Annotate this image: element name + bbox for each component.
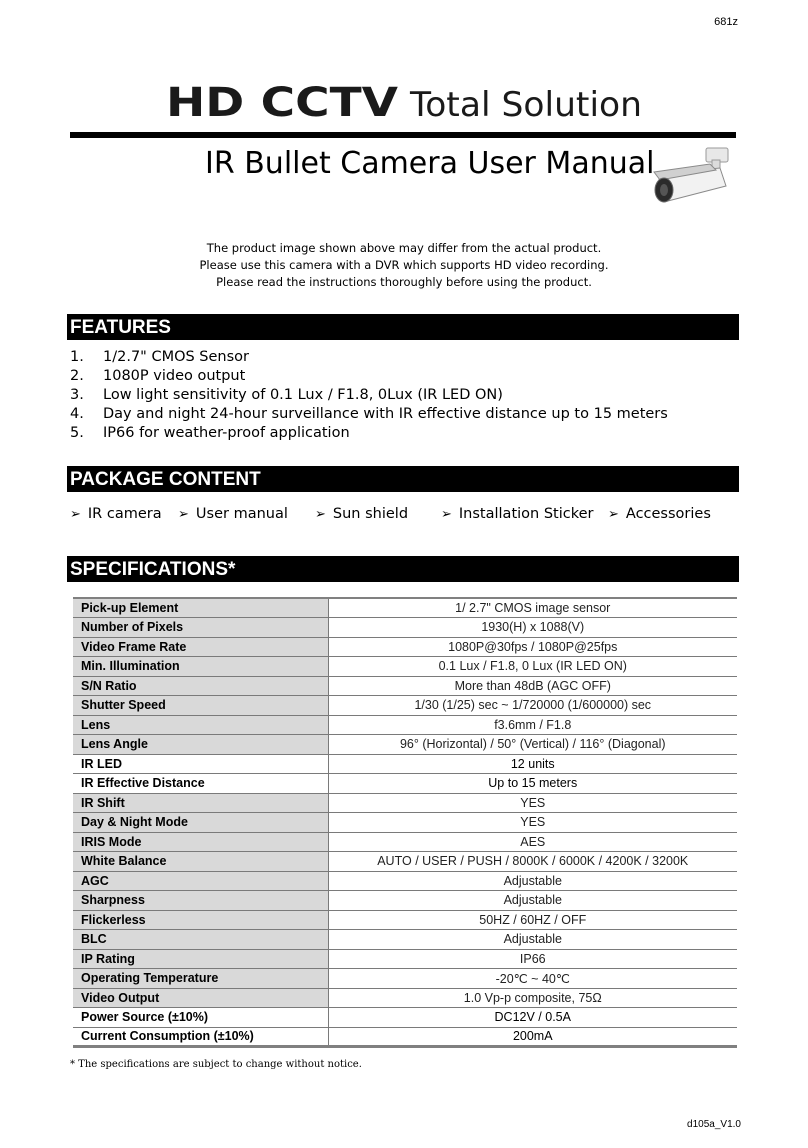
spec-label: IR Shift — [73, 793, 328, 813]
package-item — [315, 506, 408, 522]
feature-text: Low light sensitivity of 0.1 Lux / F1.8, 0Lux (IR LED ON) — [103, 387, 503, 403]
table-row — [73, 598, 737, 618]
table-row — [73, 715, 737, 735]
table-row — [73, 1027, 737, 1047]
specifications-heading: SPECIFICATIONS* — [67, 556, 739, 582]
spec-label: AGC — [73, 871, 328, 891]
spec-value: 0.1 Lux / F1.8, 0 Lux (IR LED ON) — [328, 657, 737, 677]
spec-value: Adjustable — [328, 891, 737, 911]
arrow-bullet-icon: ➢ — [441, 507, 452, 522]
feature-number: 4. — [70, 406, 84, 422]
spec-label: Number of Pixels — [73, 618, 328, 638]
spec-value: YES — [328, 813, 737, 833]
spec-label: IR Effective Distance — [73, 774, 328, 794]
spec-label: Min. Illumination — [73, 657, 328, 677]
bullet-camera-image — [650, 146, 736, 210]
table-row — [73, 852, 737, 872]
spec-value: DC12V / 0.5A — [328, 1008, 737, 1028]
package-item-label: Sun shield — [332, 506, 409, 522]
features-heading: FEATURES — [67, 314, 739, 340]
intro-line: Please use this camera with a DVR which supports HD video recording. — [199, 258, 609, 272]
spec-value: f3.6mm / F1.8 — [328, 715, 737, 735]
table-row — [73, 832, 737, 852]
table-row — [73, 871, 737, 891]
spec-value: 1/30 (1/25) sec ~ 1/720000 (1/600000) sec — [328, 696, 737, 716]
package-heading: PACKAGE CONTENT — [67, 466, 739, 492]
feature-number: 5. — [70, 425, 84, 441]
spec-label: Power Source (±10%) — [73, 1008, 328, 1028]
table-row — [73, 657, 737, 677]
table-row — [73, 637, 737, 657]
page-title: IR Bullet Camera User Manual — [205, 146, 655, 181]
spec-label: IRIS Mode — [73, 832, 328, 852]
version-label: d105a_V1.0 — [687, 1119, 741, 1130]
table-row — [73, 910, 737, 930]
feature-number: 2. — [70, 368, 84, 384]
table-row — [73, 930, 737, 950]
spec-label: IR LED — [73, 754, 328, 774]
feature-item — [70, 348, 668, 367]
feature-item — [70, 405, 668, 424]
feature-text: 1/2.7" CMOS Sensor — [103, 349, 250, 365]
package-item — [178, 506, 288, 522]
spec-label: Pick-up Element — [73, 598, 328, 618]
spec-value: More than 48dB (AGC OFF) — [328, 676, 737, 696]
feature-number: 1. — [70, 349, 84, 365]
package-item — [441, 506, 593, 522]
spec-label: Video Frame Rate — [73, 637, 328, 657]
table-row — [73, 988, 737, 1008]
package-item-label: User manual — [195, 506, 288, 522]
table-row — [73, 696, 737, 716]
spec-value: -20℃ ~ 40℃ — [328, 969, 737, 989]
table-row — [73, 618, 737, 638]
package-item-label: Installation Sticker — [458, 506, 594, 522]
intro-line: Please read the instructions thoroughly before using the product. — [216, 275, 592, 289]
spec-label: S/N Ratio — [73, 676, 328, 696]
spec-value: Adjustable — [328, 930, 737, 950]
spec-value: 200mA — [328, 1027, 737, 1047]
package-item-label: IR camera — [87, 506, 162, 522]
spec-label: White Balance — [73, 852, 328, 872]
spec-label: Shutter Speed — [73, 696, 328, 716]
arrow-bullet-icon: ➢ — [608, 507, 619, 522]
spec-label: Operating Temperature — [73, 969, 328, 989]
spec-value: IP66 — [328, 949, 737, 969]
intro-line: The product image shown above may differ from the actual product. — [206, 241, 602, 255]
table-row — [73, 676, 737, 696]
spec-value: Up to 15 meters — [328, 774, 737, 794]
spec-label: Lens Angle — [73, 735, 328, 755]
package-item — [70, 506, 162, 522]
spec-value: 1/ 2.7" CMOS image sensor — [328, 598, 737, 618]
spec-label: IP Rating — [73, 949, 328, 969]
spec-value: 1.0 Vp-p composite, 75Ω — [328, 988, 737, 1008]
table-row — [73, 754, 737, 774]
table-row — [73, 793, 737, 813]
feature-text: 1080P video output — [103, 368, 246, 384]
package-item — [608, 506, 711, 522]
arrow-bullet-icon: ➢ — [70, 507, 81, 522]
spec-value: Adjustable — [328, 871, 737, 891]
spec-value: AUTO / USER / PUSH / 8000K / 6000K / 4200K / 3200K — [328, 852, 737, 872]
table-row — [73, 774, 737, 794]
spec-label: Sharpness — [73, 891, 328, 911]
spec-value: 50HZ / 60HZ / OFF — [328, 910, 737, 930]
feature-text: Day and night 24-hour surveillance with IR effective distance up to 15 meters — [103, 406, 668, 422]
feature-list — [70, 348, 668, 443]
spec-footnote: * The specifications are subject to change without notice. — [70, 1059, 362, 1070]
table-row — [73, 949, 737, 969]
spec-value: AES — [328, 832, 737, 852]
spec-value: 1930(H) x 1088(V) — [328, 618, 737, 638]
table-row — [73, 1008, 737, 1028]
arrow-bullet-icon: ➢ — [315, 507, 326, 522]
header-rule — [70, 132, 736, 138]
spec-label: Day & Night Mode — [73, 813, 328, 833]
table-row — [73, 891, 737, 911]
brand-logo — [166, 80, 642, 124]
table-row — [73, 813, 737, 833]
spec-value: 12 units — [328, 754, 737, 774]
spec-table — [73, 597, 737, 1048]
feature-item — [70, 424, 668, 443]
feature-item — [70, 367, 668, 386]
document-code: 681z — [714, 16, 738, 28]
feature-number: 3. — [70, 387, 84, 403]
table-row — [73, 969, 737, 989]
arrow-bullet-icon: ➢ — [178, 507, 189, 522]
spec-value: 1080P@30fps / 1080P@25fps — [328, 637, 737, 657]
brand-primary: HD CCTV — [166, 80, 399, 124]
spec-value: YES — [328, 793, 737, 813]
table-row — [73, 735, 737, 755]
package-item-label: Accessories — [625, 506, 711, 522]
brand-secondary: Total Solution — [408, 85, 642, 124]
feature-item — [70, 386, 668, 405]
spec-label: BLC — [73, 930, 328, 950]
spec-label: Flickerless — [73, 910, 328, 930]
feature-text: IP66 for weather-proof application — [103, 425, 350, 441]
spec-value: 96° (Horizontal) / 50° (Vertical) / 116° (Diagonal) — [328, 735, 737, 755]
spec-label: Lens — [73, 715, 328, 735]
spec-label: Video Output — [73, 988, 328, 1008]
spec-label: Current Consumption (±10%) — [73, 1027, 328, 1047]
